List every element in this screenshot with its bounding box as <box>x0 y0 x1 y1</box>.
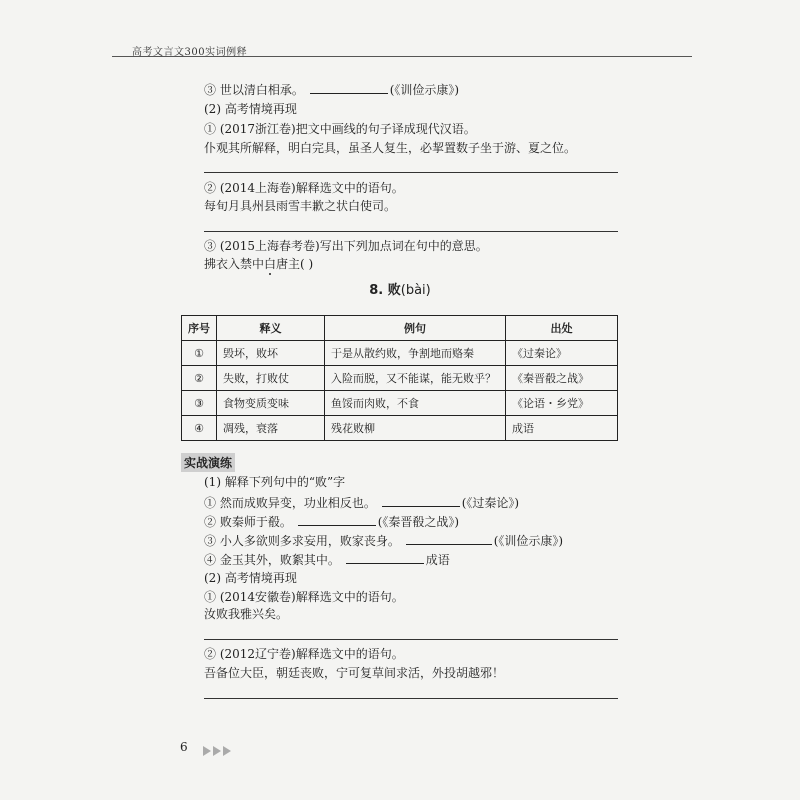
cell-example: 鱼馁而肉败，不食 <box>325 391 506 416</box>
item-number: ② <box>204 515 217 529</box>
question-3-text-before: 拂衣入禁中 <box>204 257 265 271</box>
question-1-text: 仆观其所解释，明白完具，虽圣人复生，必挈置数子坐于游、夏之位。 <box>204 141 577 155</box>
cell-meaning: 食物变质变味 <box>217 391 325 416</box>
practice-question-2-label: ② (2012辽宁卷)解释选文中的语句。 <box>204 647 404 661</box>
definition-table <box>181 315 618 441</box>
cell-meaning: 失败，打败仗 <box>217 366 325 391</box>
cell-meaning: 凋残，衰落 <box>217 416 325 441</box>
cell-example: 于是从散约败，争割地而赂秦 <box>325 341 506 366</box>
header-index: 序号 <box>182 316 217 341</box>
word-entry-number: 8. <box>369 283 384 298</box>
question-2-text: 每旬月具州县雨雪丰歉之状白使司。 <box>204 199 397 213</box>
header-meaning: 释义 <box>217 316 325 341</box>
item-source: 成语 <box>425 553 450 567</box>
word-entry-title <box>0 279 800 298</box>
footer-arrows-icon <box>203 741 233 760</box>
item-number: ③ <box>204 83 217 97</box>
practice-question-1-label: ① (2014安徽卷)解释选文中的语句。 <box>204 590 404 604</box>
item-number: ① <box>204 496 217 510</box>
answer-line-1[interactable] <box>204 172 618 173</box>
header-source: 出处 <box>506 316 618 341</box>
cell-source: 《论语・乡党》 <box>506 391 618 416</box>
practice-item-4 <box>204 551 450 568</box>
item-source: (《秦晋殽之战》) <box>377 515 460 529</box>
practice-question-2-text: 吾备位大臣，朝廷丧败，宁可复草间求活，外投胡越邪！ <box>204 666 505 680</box>
cell-example: 入险而脱，又不能谋，能无败乎？ <box>325 366 506 391</box>
dotted-character: 白 <box>264 257 277 271</box>
item-source: (《过秦论》) <box>461 496 520 510</box>
cell-index: ① <box>182 341 217 366</box>
table-row <box>182 391 618 416</box>
table-row <box>182 416 618 441</box>
top-item-3 <box>204 81 459 98</box>
page-number: 6 <box>180 740 188 754</box>
item-sentence: 败秦师于殽。 <box>219 515 292 529</box>
answer-blank[interactable] <box>346 551 424 564</box>
cell-meaning: 毁坏，败坏 <box>217 341 325 366</box>
practice-heading: 实战演练 <box>181 453 235 472</box>
cell-source: 成语 <box>506 416 618 441</box>
answer-blank[interactable] <box>310 81 388 94</box>
question-3-text <box>204 256 313 272</box>
cell-index: ② <box>182 366 217 391</box>
question-1-label: ① (2017浙江卷)把文中画线的句子译成现代汉语。 <box>204 122 476 136</box>
practice-question-1-text: 汝败我雅兴矣。 <box>204 607 289 621</box>
table-row <box>182 366 618 391</box>
practice-item-3 <box>204 532 563 549</box>
item-number: ④ <box>204 553 217 567</box>
answer-line-4[interactable] <box>204 698 618 699</box>
item-sentence: 世以清白相承。 <box>219 83 304 97</box>
question-2-label: ② (2014上海卷)解释选文中的语句。 <box>204 181 404 195</box>
running-header-title: 高考文言文300实词例释 <box>132 47 248 58</box>
question-3-text-after: 唐主( ) <box>276 257 314 271</box>
cell-index: ④ <box>182 416 217 441</box>
word-entry-pinyin: (bài) <box>400 283 431 298</box>
header-rule <box>112 56 692 57</box>
subheading-exam-context: (2) 高考情境再现 <box>204 102 297 116</box>
practice-subheading-1: (1) 解释下列句中的“败”字 <box>204 475 346 489</box>
item-sentence: 小人多欲则多求妄用，败家丧身。 <box>219 534 400 548</box>
word-entry-char: 败 <box>387 283 401 298</box>
practice-subheading-2: (2) 高考情境再现 <box>204 571 297 585</box>
cell-source: 《过秦论》 <box>506 341 618 366</box>
question-3-label: ③ (2015上海春考卷)写出下列加点词在句中的意思。 <box>204 239 488 253</box>
table-row <box>182 341 618 366</box>
item-number: ③ <box>204 534 217 548</box>
answer-line-2[interactable] <box>204 231 618 232</box>
practice-item-2 <box>204 513 459 530</box>
table-header-row <box>182 316 618 341</box>
answer-blank[interactable] <box>382 494 460 507</box>
item-source: (《训俭示康》) <box>493 534 564 548</box>
cell-source: 《秦晋殽之战》 <box>506 366 618 391</box>
item-sentence: 然而成败异变，功业相反也。 <box>219 496 376 510</box>
answer-line-3[interactable] <box>204 639 618 640</box>
answer-blank[interactable] <box>298 513 376 526</box>
cell-index: ③ <box>182 391 217 416</box>
answer-blank[interactable] <box>406 532 492 545</box>
cell-example: 残花败柳 <box>325 416 506 441</box>
item-sentence: 金玉其外，败絮其中。 <box>219 553 340 567</box>
practice-item-1 <box>204 494 519 511</box>
header-example: 例句 <box>325 316 506 341</box>
item-source: (《训俭示康》) <box>389 83 460 97</box>
